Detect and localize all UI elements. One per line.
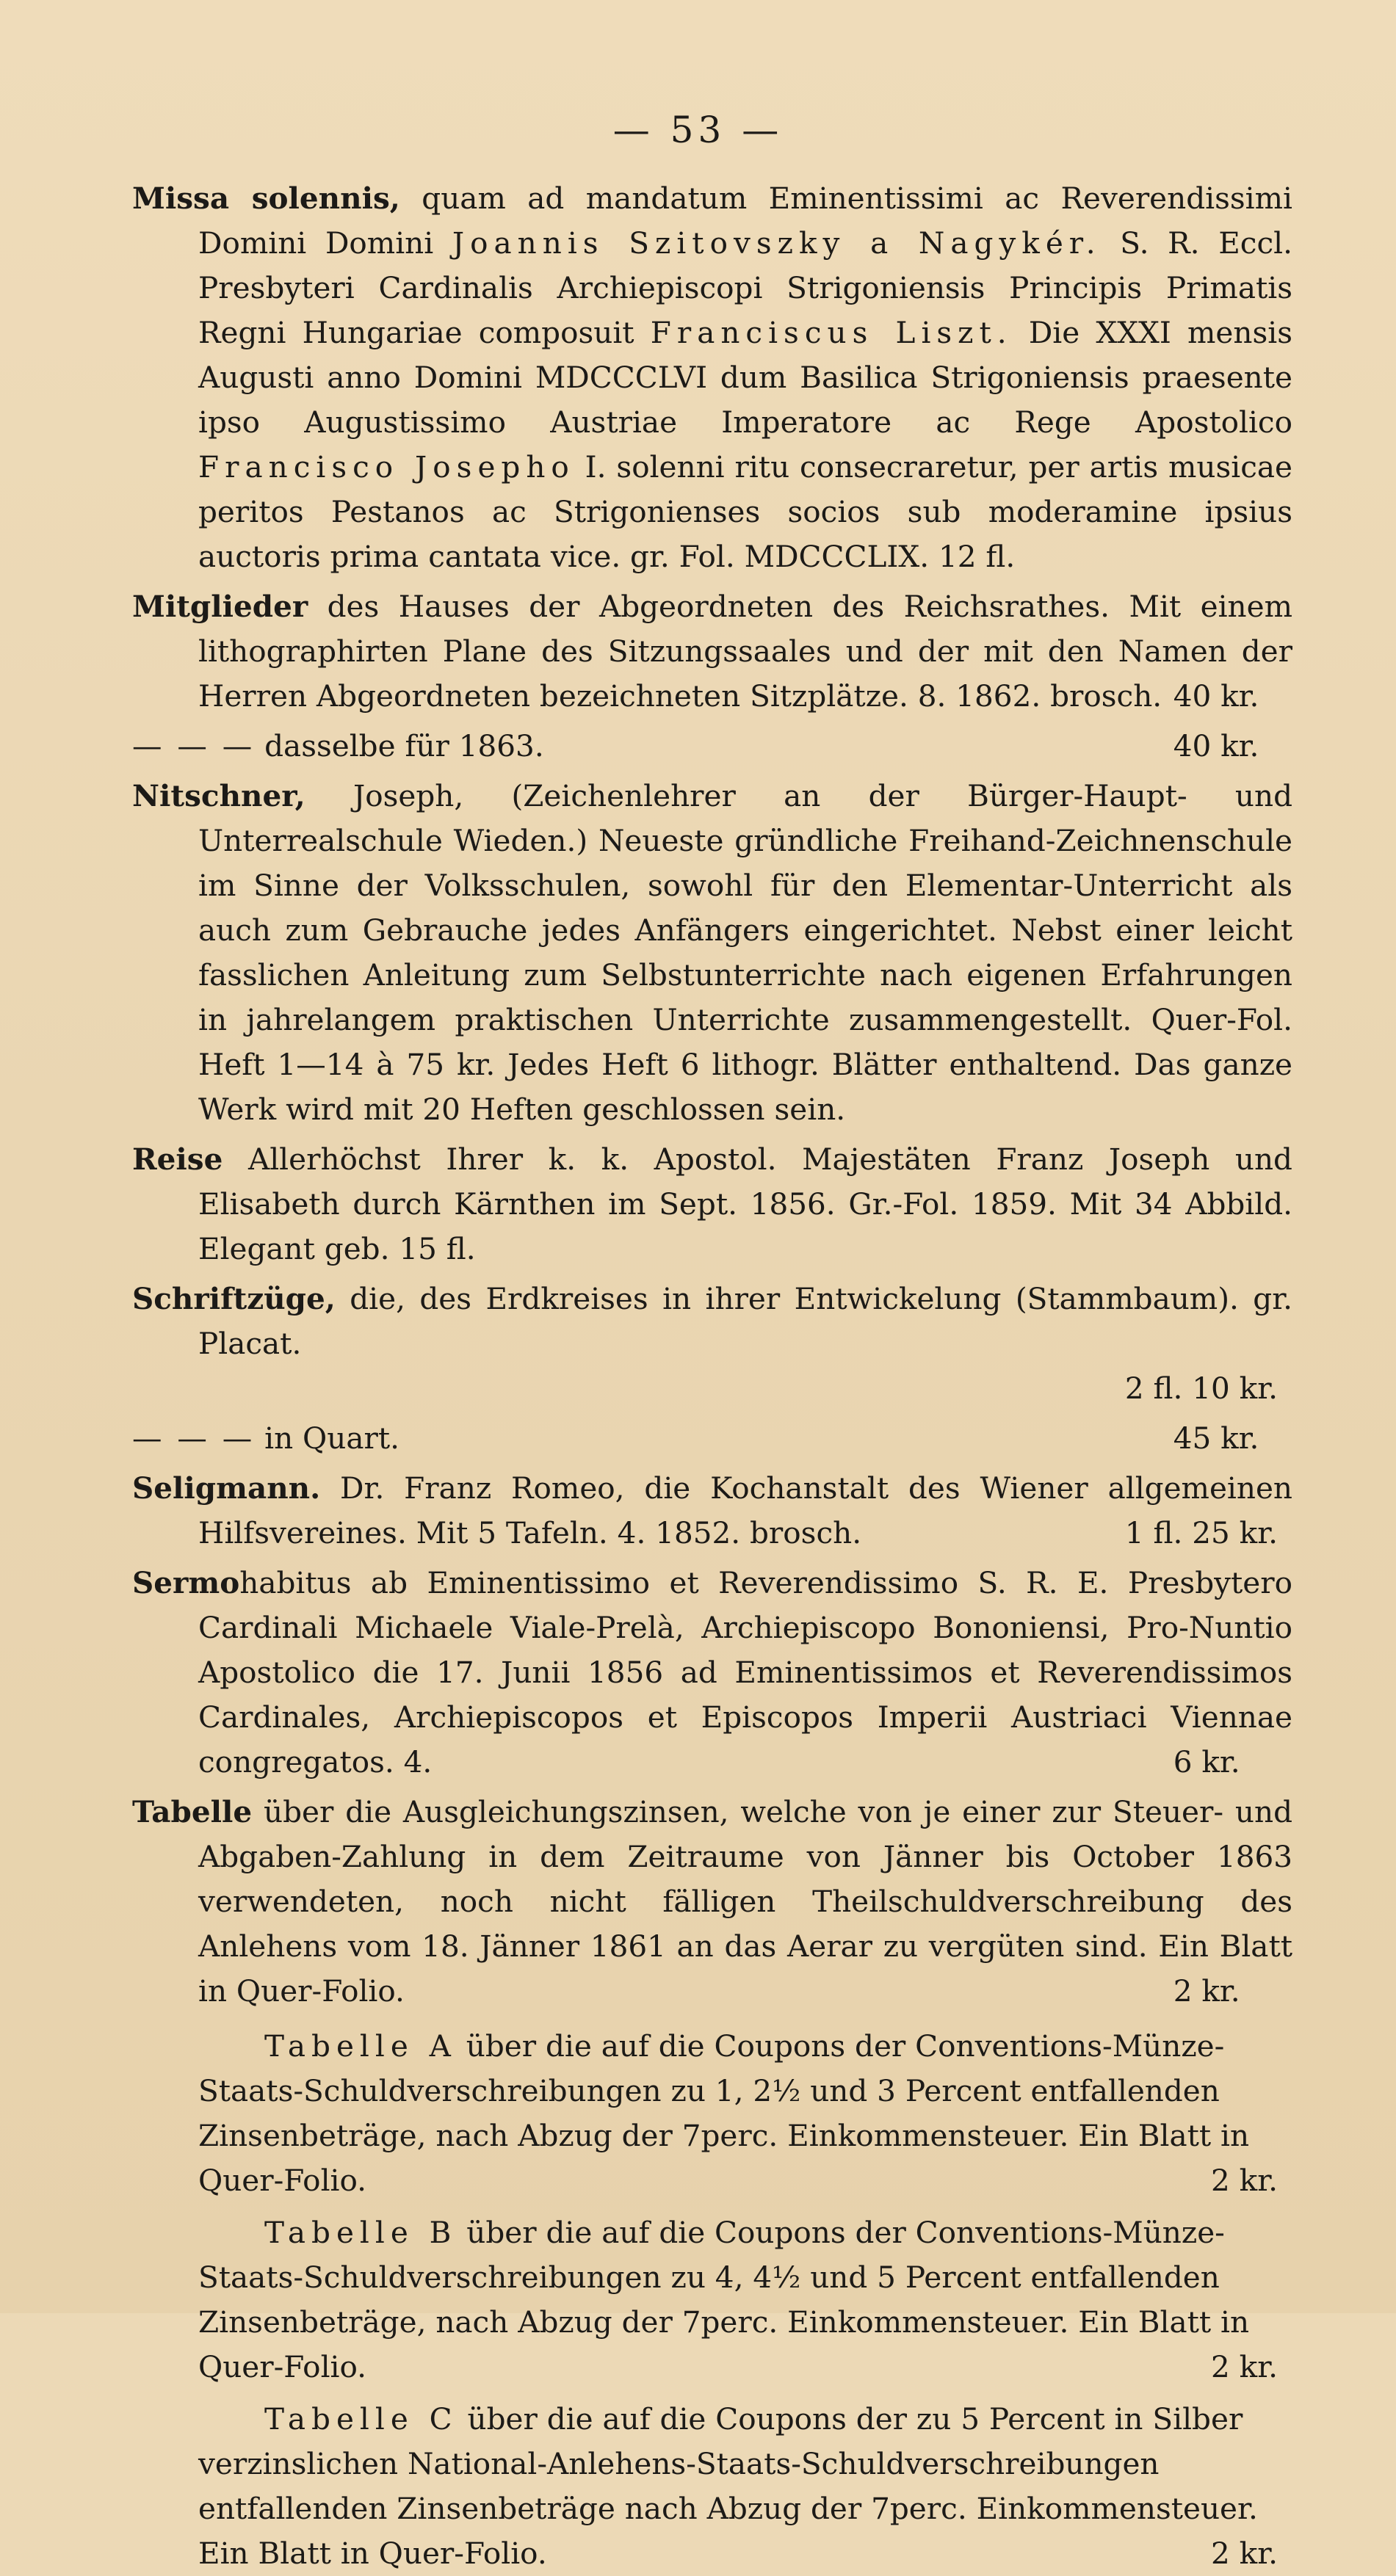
- entry-tabelle: Tabelle über die Ausgleichungszinsen, welche von je einer zur Steuer- und Abgaben-Zahlung in dem Zeitraume von Jänner bis October 1863 verwendeten, noch nicht fälligen Theilschuldverschreibung des Anlehens vom 18. Jänner 1861 an das Aerar zu vergüten sind. Ein Blatt in Quer-Folio. 2 kr.: [132, 1790, 1292, 2014]
- ditto-dash: — — —: [132, 728, 256, 763]
- entry-mitglieder: Mitglieder des Hauses der Abgeordneten des Reichsrathes. Mit einem lithographirten Plane des Sitzungssaales und der mit den Namen der Herren Abgeordneten bezeichneten Sitzplätze. 8. 1862. brosch. 40 kr.: [132, 584, 1292, 719]
- entry-headword: Sermo: [132, 1565, 240, 1600]
- entry-headword: Mitglieder: [132, 589, 308, 624]
- person-name: Franciscus Liszt.: [650, 315, 1013, 350]
- entry-headword: Seligmann.: [132, 1470, 321, 1506]
- person-name: Francisco Josepho: [198, 449, 575, 485]
- entry-price: 6 kr.: [1173, 1744, 1240, 1779]
- entry-headword: Reise: [132, 1142, 223, 1177]
- entry-price: 2 kr.: [1211, 2163, 1278, 2198]
- subentry-label: Tabelle B: [264, 2215, 458, 2250]
- entry-schriftzuege-quart: — — — in Quart. 45 kr.: [132, 1416, 1292, 1461]
- page-number: — 53 —: [612, 109, 784, 151]
- entry-price: 2 kr.: [1211, 2536, 1278, 2571]
- entry-price: 1 fl. 25 kr.: [1124, 1515, 1278, 1550]
- ditto-dash: — — —: [132, 1421, 256, 1456]
- catalog-entries: [132, 176, 1292, 2576]
- entry-price: 45 kr.: [1173, 1421, 1259, 1456]
- entry-headword: Nitschner,: [132, 778, 305, 813]
- person-name: Joannis Szitovszky a Nagykér.: [452, 225, 1102, 261]
- entry-headword: Missa solennis,: [132, 181, 400, 216]
- entry-price: 2 fl. 10 kr.: [1124, 1371, 1278, 1406]
- entry-sermo: Sermohabitus ab Eminentissimo et Reverendissimo S. R. E. Presbytero Cardinali Michaele Viale-Prelà, Archiepiscopo Bononiensi, Pro-Nuntio Apostolico die 17. Junii 1856 ad Eminentissimos et Reverendissimos Cardinales, Archiepiscopos et Episcopos Imperii Austriaci Viennae congregatos. 4. 6 kr.: [132, 1561, 1292, 1785]
- entry-reise: Reise Allerhöchst Ihrer k. k. Apostol. Majestäten Franz Joseph und Elisabeth durch Kärnthen im Sept. 1856. Gr.-Fol. 1859. Mit 34 Abbild. Elegant geb. 15 fl.: [132, 1142, 1292, 1266]
- subentry-label: Tabelle A: [264, 2028, 457, 2064]
- entry-missa-solennis: Missa solennis, quam ad mandatum Eminentissimi ac Reverendissimi Domini Domini Joannis Szitovszky a Nagykér. S. R. Eccl. Presbyteri Cardinalis Archiepiscopi Strigoniensis Principis Primatis Regni Hungariae composuit Franciscus Liszt. Die XXXI mensis Augusti anno Domini MDCCCLVI dum Basilica Strigoniensis praesente ipso Augustissimo Austriae Imperatore ac Rege Apostolico Francisco Josepho I. solenni ritu consecraretur, per artis musicae peritos Pestanos ac Strigonienses socios sub moderamine ipsius auctoris prima cantata vice. gr. Fol. MDCCCLIX. 12 fl.: [132, 181, 1292, 574]
- entry-price: 40 kr.: [1173, 728, 1259, 763]
- entry-headword: Schriftzüge,: [132, 1281, 336, 1316]
- entry-seligmann: Seligmann. Dr. Franz Romeo, die Kochanstalt des Wiener allgemeinen Hilfsvereines. Mit 5 Tafeln. 4. 1852. brosch. 1 fl. 25 kr.: [132, 1466, 1292, 1556]
- entry-price: 2 kr.: [1173, 1973, 1240, 2009]
- entry-price: 40 kr.: [1173, 678, 1259, 714]
- entry-nitschner: Nitschner, Joseph, (Zeichenlehrer an der Bürger-Haupt- und Unterrealschule Wieden.) Neueste gründliche Freihand-Zeichnenschule im Sinne der Volksschulen, sowohl für den Elementar-Unterricht als auch zum Gebrauche jedes Anfängers eingerichtet. Nebst einer leicht fasslichen Anleitung zum Selbstunterrichte nach eigenen Erfahrungen in jahrelangem praktischen Unterrichte zusammengestellt. Quer-Fol. Heft 1—14 à 75 kr. Jedes Heft 6 lithogr. Blätter enthaltend. Das ganze Werk wird mit 20 Heften geschlossen sein.: [132, 778, 1292, 1127]
- subentry-label: Tabelle C: [264, 2401, 458, 2437]
- entry-headword: Tabelle: [132, 1794, 253, 1829]
- entry-mitglieder-1863: — — — dasselbe für 1863. 40 kr.: [132, 724, 1292, 769]
- entry-tabelle-b: Tabelle B über die auf die Coupons der Conventions-Münze-Staats-Schuldverschreibungen zu 4, 4½ und 5 Percent entfallenden Zinsenbeträge, nach Abzug der 7perc. Einkommensteuer. Ein Blatt in Quer-Folio. 2 kr.: [132, 2210, 1292, 2390]
- entry-tabelle-c: Tabelle C über die auf die Coupons der zu 5 Percent in Silber verzinslichen National-Anlehens-Staats-Schuldverschreibungen entfallenden Zinsenbeträge nach Abzug der 7perc. Einkommensteuer. Ein Blatt in Quer-Folio. 2 kr.: [132, 2397, 1292, 2576]
- entry-price: 2 kr.: [1211, 2349, 1278, 2384]
- entry-schriftzuege: Schriftzüge, die, des Erdkreises in ihrer Entwickelung (Stammbaum). gr. Placat. 2 fl. 10 kr.: [132, 1277, 1292, 1411]
- entry-tabelle-a: Tabelle A über die auf die Coupons der Conventions-Münze-Staats-Schuldverschreibungen zu 1, 2½ und 3 Percent entfallenden Zinsenbeträge, nach Abzug der 7perc. Einkommensteuer. Ein Blatt in Quer-Folio. 2 kr.: [132, 2024, 1292, 2203]
